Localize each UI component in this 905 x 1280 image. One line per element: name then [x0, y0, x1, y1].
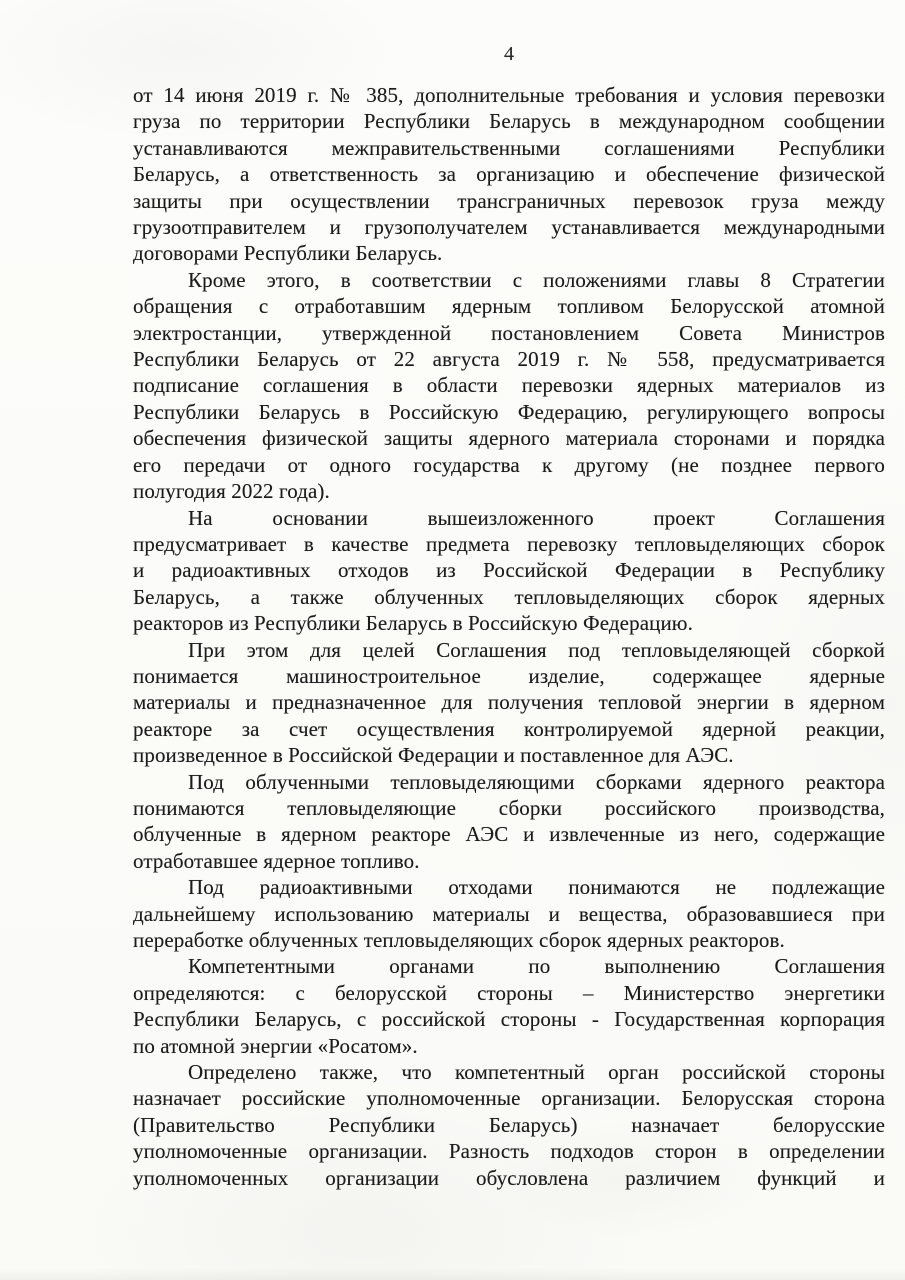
text-line: произведенное в Российской Федерации и поставленное для АЭС. [133, 743, 734, 768]
text-line: от 14 июня 2019 г. № 385, дополнительные требования и условия перевозки [133, 83, 885, 107]
page-number: 4 [504, 43, 514, 65]
text-line: Республики Беларусь от 22 августа 2019 г. № 558, предусматривается [133, 347, 885, 372]
text-line: переработке облученных тепловыделяющих сборок ядерных реакторов. [133, 928, 785, 952]
paragraph [133, 267, 885, 505]
text-line: уполномоченных организации обусловлена различием функций и [133, 1165, 885, 1190]
text-line: реакторе за счет осуществления контролируемой ядерной реакции, [133, 716, 885, 741]
text-line: груза по территории Республики Беларусь в международном сообщении [133, 109, 885, 134]
text-line: определяются: с белорусской стороны – Министерство энергетики [133, 980, 885, 1005]
text-line: обращения с отработавшим ядерным топливом Белорусской атомной [133, 294, 885, 319]
text-line: На основании вышеизложенного проект Соглашения [188, 505, 885, 530]
text-line: понимается машиностроительное изделие, содержащее ядерные [133, 663, 885, 688]
text-line: предусматривает в качестве предмета перевозку тепловыделяющих сборок [133, 531, 885, 556]
document-body [133, 82, 885, 1191]
text-line: Под радиоактивными отходами понимаются не подлежащие [188, 875, 885, 900]
text-line: электростанции, утвержденной постановлением Совета Министров [133, 320, 885, 345]
text-line: назначает российские уполномоченные организации. Белорусская сторона [133, 1086, 885, 1111]
text-line: полугодия 2022 года). [133, 479, 330, 504]
text-line: по атомной энергии «Росатом». [133, 1033, 418, 1058]
paragraph [133, 637, 885, 769]
text-line: договорами Республики Беларусь. [133, 241, 443, 266]
text-line: и радиоактивных отходов из Российской Федерации в Республику [133, 558, 885, 583]
text-line: грузоотправителем и грузополучателем устанавливается международными [133, 215, 885, 240]
paragraph [133, 82, 885, 267]
text-line: отработавшее ядерное топливо. [133, 848, 420, 873]
paragraph [133, 953, 885, 1059]
text-line: Беларусь, а ответственность за организацию и обеспечение физической [133, 162, 885, 187]
text-line: Компетентными органами по выполнению Соглашения [188, 954, 885, 979]
text-line: подписание соглашения в области перевозки ядерных материалов из [133, 373, 885, 398]
text-line: дальнейшему использованию материалы и вещества, образовавшиеся при [133, 901, 885, 926]
text-line: Под облученными тепловыделяющими сборками ядерного реактора [188, 769, 885, 794]
text-line: Кроме этого, в соответствии с положениями главы 8 Стратегии [188, 267, 885, 292]
text-line: защиты при осуществлении трансграничных перевозок груза между [133, 188, 885, 213]
paragraph [133, 1059, 885, 1191]
text-line: уполномоченные организации. Разность подходов сторон в определении [133, 1139, 885, 1164]
text-line: При этом для целей Соглашения под тепловыделяющей сборкой [188, 637, 885, 662]
text-line: Республики Беларусь, с российской стороны - Государственная корпорация [133, 1007, 885, 1032]
text-line: обеспечения физической защиты ядерного материала сторонами и порядка [133, 426, 885, 451]
paragraph [133, 769, 885, 875]
text-line: Республики Беларусь в Российскую Федерацию, регулирующего вопросы [133, 399, 885, 424]
text-line: материалы и предназначенное для получения тепловой энергии в ядерном [133, 690, 885, 715]
text-line: устанавливаются межправительственными соглашениями Республики [133, 135, 885, 160]
text-line: Беларусь, а также облученных тепловыделяющих сборок ядерных [133, 584, 885, 609]
text-line: (Правительство Республики Беларусь) назначает белорусские [133, 1112, 885, 1137]
text-line: его передачи от одного государства к другому (не позднее первого [133, 452, 885, 477]
text-line: облученные в ядерном реакторе АЭС и извлеченные из него, содержащие [133, 822, 885, 847]
paragraph [133, 505, 885, 637]
text-line: Определено также, что компетентный орган российской стороны [188, 1060, 885, 1085]
text-line: понимаются тепловыделяющие сборки российского производства, [133, 795, 885, 820]
text-line: реакторов из Республики Беларусь в Российскую Федерацию. [133, 611, 693, 636]
paragraph [133, 874, 885, 953]
